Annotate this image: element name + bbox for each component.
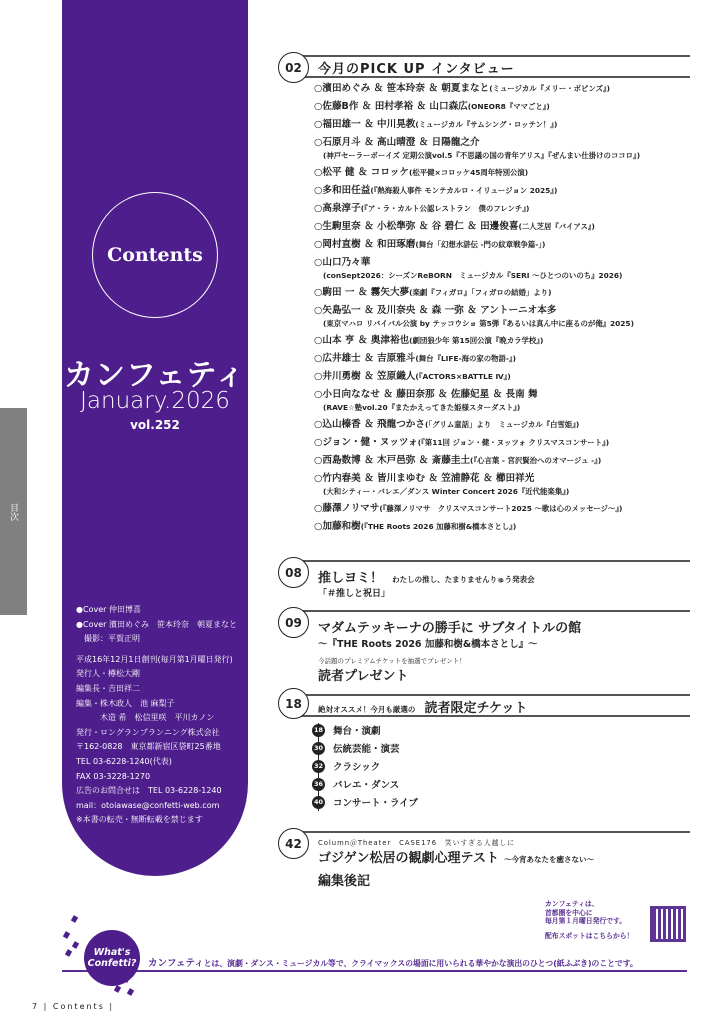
interview-item[interactable] xyxy=(314,80,694,98)
interview-item[interactable] xyxy=(314,164,694,182)
interview-item[interactable] xyxy=(314,518,694,536)
section-title[interactable]: マダムテッキーナの勝手に サブタイトルの館 xyxy=(318,621,582,636)
interview-production: (ミュージカル『サムシング・ロッテン！』) xyxy=(415,120,558,129)
interview-item[interactable] xyxy=(314,134,694,161)
credit-line: 平成16年12月1日創刊(毎月第1月曜日発行) xyxy=(76,654,233,664)
credit-line: TEL 03-6228-1240(代表) xyxy=(76,756,172,766)
sidebar-panel xyxy=(62,0,248,876)
interview-production: (「グリム童話」より ミュージカル『白雪姫』) xyxy=(425,420,580,429)
interview-names: ○広井雄士 ＆ 吉原雅斗 xyxy=(314,353,416,364)
page-badge: 30 xyxy=(312,742,325,755)
interview-names: ○山口乃々華 xyxy=(314,257,371,268)
credits xyxy=(76,603,246,828)
magazine-logo: カンフェティ xyxy=(63,358,247,393)
confetti-icon xyxy=(63,931,70,939)
section-title[interactable]: 今月のPICK UP インタビュー xyxy=(318,62,515,77)
category-list xyxy=(312,721,418,811)
interview-production: (二人芝居『バイアス』) xyxy=(518,222,595,231)
credit-line: ●Cover 濱田めぐみ 笹本玲奈 朝夏まなと xyxy=(76,619,237,629)
interview-item[interactable] xyxy=(314,98,694,116)
interview-names: ○松平 健 ＆ コロッケ xyxy=(314,167,409,178)
footer-rule xyxy=(62,970,687,972)
interview-item[interactable] xyxy=(314,350,694,368)
category-item[interactable] xyxy=(312,793,418,811)
interview-names: ○多和田任益 xyxy=(314,185,371,196)
section-subtitle: ～今宵あなたを癒さない～ xyxy=(504,855,595,864)
interview-names: ○福田雄一 ＆ 中川晃教 xyxy=(314,119,416,130)
interview-item[interactable] xyxy=(314,470,694,497)
credit-line: 撮影：平賀正明 xyxy=(76,634,140,644)
section-lead: 絶対オススメ！今月も厳選の xyxy=(318,705,416,714)
interview-production: (大和シティー・バレエ／ダンス Winter Concert 2026『近代能楽集』) xyxy=(323,487,570,496)
confetti-icon xyxy=(114,985,121,993)
interview-names: ○竹内春美 ＆ 皆川まゆむ ＆ 笠浦静花 ＆ 櫛田祥光 xyxy=(314,473,535,484)
confetti-icon xyxy=(71,915,78,923)
present-note: 今話題のプレミアムチケットを抽選でプレゼント！ xyxy=(318,657,466,665)
interview-names: ○生駒里奈 ＆ 小松準弥 ＆ 谷 碧仁 ＆ 田邊俊喜 xyxy=(314,221,519,232)
interview-production: (『THE Roots 2026 加藤和樹&橋本さとし』) xyxy=(360,522,517,531)
section-subtitle: わたしの推し、たまりませんりゅう発表会 xyxy=(392,575,535,584)
interview-production: (『心言葉 - 宮沢賢治へのオマージュ -』) xyxy=(470,456,602,465)
interview-production: (神戸セーラーボーイズ 定期公演vol.5『不思議の国の青年アリス』『ぜんまい仕掛けのココロ』) xyxy=(323,151,641,160)
page-badge: 32 xyxy=(312,760,325,773)
interview-production: (『第11回 ジョン・健・ヌッツォ クリスマスコンサート』) xyxy=(417,438,610,447)
interview-item[interactable] xyxy=(314,218,694,236)
interview-production: (『藤澤ノリマサ クリスマスコンサート2025 ～歌は心のメッセージ～』) xyxy=(379,504,623,513)
tab-label: 目次 xyxy=(8,502,18,521)
interview-item[interactable] xyxy=(314,302,694,329)
interview-production: (東京マハロ リバイバル公演 by テッコウショ 第5弾『あるいは真ん中に座るのが俺』2025) xyxy=(323,319,634,328)
confetti-icon xyxy=(127,988,134,996)
section-line2: ～『THE Roots 2026 加藤和樹&橋本さとし』～ xyxy=(318,639,538,650)
issue-date: January.2026 xyxy=(80,388,230,414)
credit-line: 発行・ロングランプランニング株式会社 xyxy=(76,727,220,737)
page-number: 7 xyxy=(32,1002,40,1011)
contents-circle xyxy=(92,192,218,318)
interview-item[interactable] xyxy=(314,182,694,200)
credit-line: 広告のお問合せは TEL 03-6228-1240 xyxy=(76,786,222,796)
interview-item[interactable] xyxy=(314,200,694,218)
note-line[interactable]: 配布スポットはこちらから！ xyxy=(545,931,634,940)
interview-names: ○石原月斗 ＆ 高山晴澄 ＆ 日陽龍之介 xyxy=(314,137,480,148)
interview-production: (『熱海殺人事件 モンテカルロ・イリュージョン 2025』) xyxy=(370,186,558,195)
interview-production: (松平健×コロッケ45周年特別公演) xyxy=(408,168,529,177)
page-number-badge: 08 xyxy=(278,557,309,588)
interview-item[interactable] xyxy=(314,284,694,302)
interview-names: ○藤澤ノリマサ xyxy=(314,503,380,514)
page-badge: 36 xyxy=(312,778,325,791)
confetti-explanation xyxy=(148,955,638,969)
credit-line: 編集長・吉田祥二 xyxy=(76,683,140,693)
contents-heading: Contents xyxy=(107,244,203,266)
category-label: 舞台・演劇 xyxy=(333,726,381,737)
interview-item[interactable] xyxy=(314,254,694,281)
interview-names: ○山本 亨 ＆ 奥津裕也 xyxy=(314,335,410,346)
interview-names: ○西島数博 ＆ 木戸邑弥 ＆ 斎藤圭土 xyxy=(314,455,471,466)
page-badge: 40 xyxy=(312,796,325,809)
interview-item[interactable] xyxy=(314,452,694,470)
interview-names: ○井川勇樹 ＆ 笠原織人 xyxy=(314,371,416,382)
interview-names: ○岡村直樹 ＆ 和田琢磨 xyxy=(314,239,416,250)
credit-line: 発行人・樽松大剛 xyxy=(76,669,140,679)
credit-line: 〒162-0828 東京都新宿区袋町25番地 xyxy=(76,742,221,752)
credit-line: ●Cover 仲田博喜 xyxy=(76,605,141,614)
interview-list xyxy=(314,80,694,536)
interview-production: (RAVE☆塾vol.20『またかえってきた姫様スターダスト』) xyxy=(323,403,521,412)
brand-name: カンフェティ xyxy=(148,958,204,969)
page-number-badge: 42 xyxy=(278,828,309,859)
interview-item[interactable] xyxy=(314,386,694,413)
qr-code-icon[interactable] xyxy=(650,906,686,942)
category-label: クラシック xyxy=(333,762,381,773)
note-line: 毎月第１月曜日発行です。 xyxy=(545,917,627,925)
category-item[interactable] xyxy=(312,721,418,739)
editor-notes-title[interactable]: 編集後記 xyxy=(318,874,371,889)
interview-production: (楽劇『フィガロ』「フィガロの結婚」より) xyxy=(409,288,552,297)
confetti-icon xyxy=(72,941,79,949)
interview-production: (劇団狼少年 第15回公演『晩カラ学校』) xyxy=(409,336,544,345)
category-label: 伝統芸能・演芸 xyxy=(333,744,400,755)
interview-names: ○矢島弘一 ＆ 及川奈央 ＆ 森 一弥 ＆ アントーニオ本多 xyxy=(314,305,557,316)
page-number-badge: 18 xyxy=(278,688,309,719)
whats-confetti-badge: What's Confetti? xyxy=(84,930,140,986)
credit-line: 木造 希 松信里咲 平川カノン xyxy=(76,713,215,723)
interview-item[interactable] xyxy=(314,434,694,452)
index-tab xyxy=(0,408,27,615)
interview-item[interactable] xyxy=(314,116,694,134)
category-label: コンサート・ライブ xyxy=(333,798,418,809)
interview-names: ○高泉淳子 xyxy=(314,203,361,214)
confetti-icon xyxy=(65,949,72,957)
interview-item[interactable] xyxy=(314,332,694,350)
interview-production: (『ア・ラ・カルト公認レストラン 僕のフレンチ』) xyxy=(360,204,530,213)
explanation-text: とは、演劇・ダンス・ミュージカル等で、クライマックスの場面に用いられる華やかな演出のひとつ(紙ふぶき)のことです。 xyxy=(203,959,638,968)
credit-line: mail：otoiawase@confetti-web.com xyxy=(76,800,220,810)
credit-line: ※本書の転売・無断転載を禁じます xyxy=(76,815,203,825)
interview-production: (conSept2026：シーズンReBORN ミュージカル『SERI ～ひとつのいのち』2026) xyxy=(323,271,623,280)
page-number-badge: 09 xyxy=(278,607,309,638)
interview-item[interactable] xyxy=(314,416,694,434)
interview-item[interactable] xyxy=(314,368,694,386)
interview-item[interactable] xyxy=(314,236,694,254)
interview-production: (舞台『LIFE-海の家の物語-』) xyxy=(415,354,517,363)
interview-names: ○込山榛香 ＆ 飛龍つかさ xyxy=(314,419,425,430)
category-label: バレエ・ダンス xyxy=(333,780,400,791)
page-number-badge: 02 xyxy=(278,52,309,83)
footer-section: Contents xyxy=(52,1002,105,1011)
interview-item[interactable] xyxy=(314,500,694,518)
category-item[interactable] xyxy=(312,757,418,775)
section-title[interactable]: 読者限定チケット xyxy=(424,701,528,716)
interview-production: (ONEOR8『ママごと』) xyxy=(467,102,550,111)
interview-production: (舞台「幻想水滸伝 -門の紋章戦争篇-」) xyxy=(415,240,546,249)
column-lead: Column＠Theater CASE176 笑いすぎる人越しに xyxy=(318,839,516,847)
interview-production: (『ACTORS×BATTLE Ⅳ』) xyxy=(415,372,511,381)
section-line2: 「＃推しと祝日」 xyxy=(318,589,391,599)
credit-line: 編集・株木政人 池 麻梨子 xyxy=(76,698,175,708)
section-title[interactable]: 推しヨミ！ xyxy=(318,571,384,586)
interview-names: ○駒田 一 ＆ 霧矢大夢 xyxy=(314,287,410,298)
distribution-note xyxy=(545,900,633,940)
interview-names: ○小日向ななせ ＆ 藤田奈那 ＆ 佐藤妃星 ＆ 長南 舞 xyxy=(314,389,538,400)
page-footer: 7 | Contents | xyxy=(32,1002,115,1011)
section-title[interactable]: ゴジゲン松居の観劇心理テスト xyxy=(318,851,499,866)
interview-names: ○ジョン・健・ヌッツォ xyxy=(314,437,418,448)
category-item[interactable] xyxy=(312,739,418,757)
interview-names: ○濱田めぐみ ＆ 笹本玲奈 ＆ 朝夏まなと xyxy=(314,83,490,94)
note-line: カンフェティは、 xyxy=(545,900,599,908)
interview-names: ○佐藤B作 ＆ 田村孝裕 ＆ 山口森広 xyxy=(314,101,468,112)
page-badge: 18 xyxy=(312,724,325,737)
interview-production: (ミュージカル『メリー・ポピンズ』) xyxy=(489,84,611,93)
present-title[interactable]: 読者プレゼント xyxy=(318,669,409,684)
note-line: 首都圏を中心に xyxy=(545,908,593,917)
credit-line: FAX 03-3228-1270 xyxy=(76,771,151,781)
interview-names: ○加藤和樹 xyxy=(314,521,361,532)
issue-volume: vol.252 xyxy=(130,418,180,432)
category-item[interactable] xyxy=(312,775,418,793)
